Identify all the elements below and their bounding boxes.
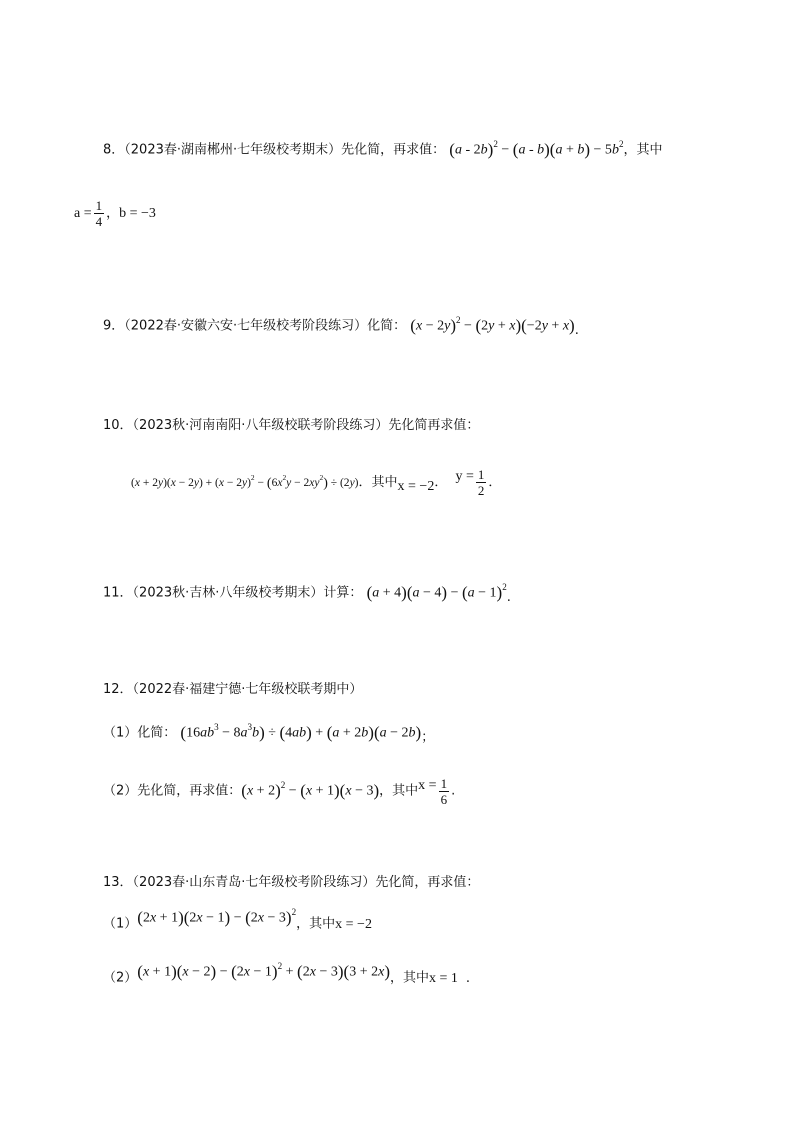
problem-number: 9． (103, 318, 125, 334)
problem-instruction: 计算： (323, 585, 363, 601)
part-mid: ，其中 (389, 970, 429, 986)
problem-source: （2023秋·河南南阳·八年级校联考阶段练习） (132, 418, 389, 433)
problem-number: 8． (103, 142, 125, 158)
expression: $(a + 4)(a - 4) - (a - 1)^2$ (366, 582, 507, 602)
problem-source: （2023秋·吉林·八年级校考期末） (132, 585, 324, 601)
problem-9 (103, 311, 579, 337)
part-mid: ，其中 (379, 783, 419, 799)
problem-12-part-2 (103, 770, 455, 808)
part-mid: ，其中 (296, 916, 336, 932)
problem-12-part-1 (103, 718, 434, 744)
expression: $(16ab^3 - 8a^3b) \div (4ab) + (a + 2b)(a - 2b)$ (180, 722, 422, 742)
expression: $(x - 2y)^2 - (2y + x)(-2y + x)$ (410, 315, 575, 335)
problem-number: 12． (103, 682, 133, 697)
given-b: b = −3 (119, 206, 156, 221)
problem-8-given: a = $\frac{1}{4}$ ，b = −3 (74, 198, 156, 229)
x-value: x = −2 (335, 916, 372, 932)
problem-12 (103, 680, 362, 700)
problem-13 (103, 873, 479, 893)
problem-instruction: 先化简，再求值： (341, 142, 446, 158)
problem-tail: . (574, 322, 579, 338)
expression: $(x + 2y)(x - 2y) + (x - 2y)^2 - (6x^2y - 2xy^2) \div (2y)$ (131, 473, 359, 491)
expression: $(x + 2)^2 - (x + 1)(x - 3)$ (241, 780, 380, 800)
part-tail: ； (421, 729, 435, 745)
problem-10 (103, 416, 479, 436)
part-tail: . (451, 783, 456, 799)
problem-source: （2022春·安徽六安·七年级校考阶段练习） (124, 318, 368, 334)
problem-tail: ，其中 (623, 142, 663, 158)
problem-number: 10． (103, 418, 133, 433)
fraction: $\frac{1}{2}$ (477, 466, 485, 498)
y-value: y = (455, 468, 474, 484)
expression: $(a - 2b)^2 - (a - b)(a + b) - 5b^2$ (449, 139, 624, 159)
x-value: x = (418, 777, 437, 793)
problem-mid: ．其中 (358, 474, 398, 490)
fraction: $\frac{1}{4}$ (95, 198, 103, 229)
part-label: （1） (103, 916, 138, 932)
problem-source: （2022春·福建宁德·七年级校联考期中） (132, 682, 363, 697)
given-a: a = (74, 206, 92, 221)
part-label: （2）先化简，再求值： (103, 783, 242, 799)
problem-instruction: 化简： (367, 318, 407, 334)
fraction: $\frac{1}{6}$ (440, 775, 448, 807)
part-label: （1）化简： (103, 725, 177, 741)
problem-source: （2023春·山东青岛·七年级校考阶段练习） (132, 875, 376, 890)
x-value: x = 1 (429, 970, 458, 986)
problem-8 (103, 135, 663, 161)
problem-11 (103, 578, 511, 604)
problem-source: （2023春·湖南郴州·七年级校考期末） (124, 142, 342, 158)
problem-10-expression: $(x + 2y)(x - 2y) + (x - 2y)^2 - (6x^2y - 2xy^2) \div (2y)$．其中x = −2． y = $\frac{1}{2}$ ． (131, 462, 501, 500)
x-value: x = −2 (397, 478, 435, 494)
problem-instruction: 先化简，再求值： (375, 875, 480, 890)
problem-instruction: 先化简再求值： (388, 418, 480, 433)
problem-13-part-2 (103, 963, 470, 989)
expression: $(2x + 1)(2x - 1) - (2x - 3)^2$ (137, 907, 297, 927)
problem-tail: . (506, 589, 511, 605)
expression: $(x + 1)(x - 2) - (2x - 1)^2 + (2x - 3)(3 + 2x)$ (137, 961, 390, 981)
problem-13-part-1 (103, 909, 372, 935)
part-tail: . (465, 970, 471, 986)
part-label: （2） (103, 970, 138, 986)
problem-number: 13． (103, 875, 133, 890)
problem-number: 11． (103, 585, 133, 601)
